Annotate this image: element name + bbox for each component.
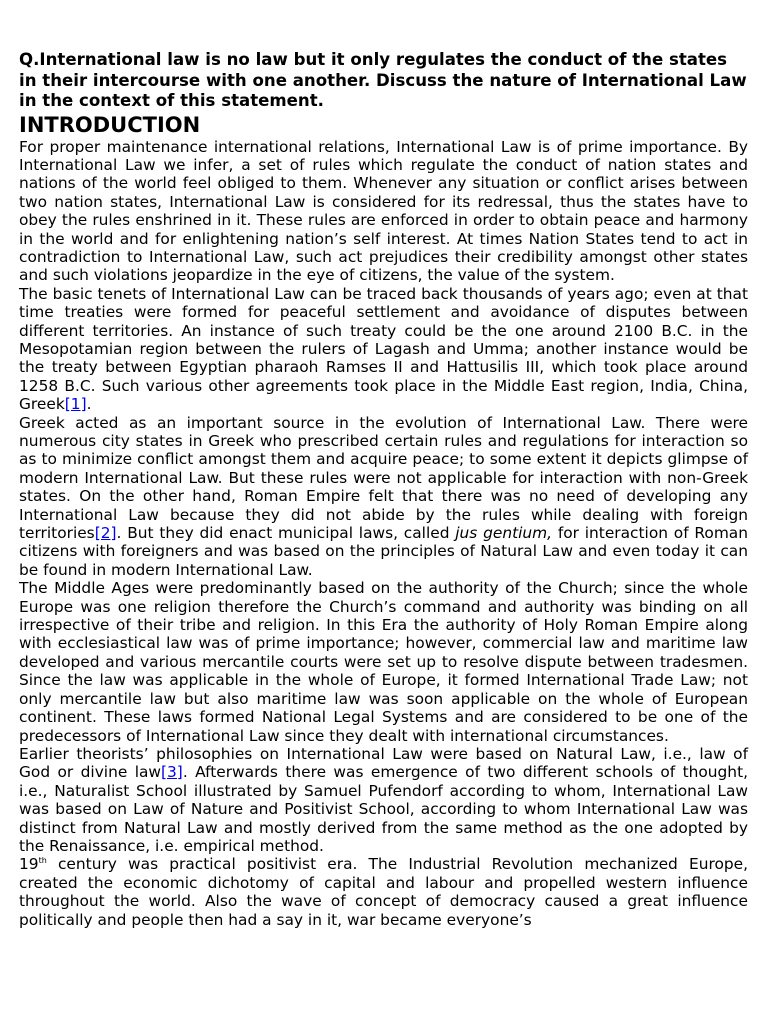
paragraph-3 <box>19 414 748 580</box>
document-page <box>19 50 748 929</box>
paragraph-5 <box>19 745 748 855</box>
paragraph-2-text: The basic tenets of International Law can be traced back thousands of years ago; even at that time treaties were formed for peaceful settlement and avoidance of disputes between different territories. An instance of such treaty could be the one around 2100 B.C. in the Mesopotamian region between the rulers of Lagash and Umma; another instance would be the treaty between Egyptian pharaoh Ramses II and Hattusilis III, which took place around 1258 B.C. Such various other agreements took place in the Middle East region, India, China, Greek <box>19 284 748 414</box>
paragraph-5-end: . Afterwards there was emergence of two different schools of thought, i.e., Naturalist School illustrated by Samuel Pufendorf according to whom, International Law was based on Law of Nature and Positivist School, according to whom International Law was distinct from Natural Law and mostly derived from the same method as the one adopted by the Renaissance, i.e. empirical method. <box>19 763 748 855</box>
paragraph-3-middle: . But they did enact municipal laws, called <box>116 524 456 543</box>
paragraph-3-text: Greek acted as an important source in the evolution of International Law. There were numerous city states in Greek who prescribed certain rules and regulations for interaction so as to minimize conflict amongst them and acquire peace; to some extent it depicts glimpse of modern International Law. But these rules were not applicable for interaction with non-Greek states. On the other hand, Roman Empire felt that there was no need of developing any International Law because they did not abide by the rules while dealing with foreign territories <box>19 413 748 543</box>
paragraph-6-text: century was practical positivist era. The Industrial Revolution mechanized Europe, created the economic dichotomy of capital and labour and propelled western influence throughout the world. Also the wave of concept of democracy caused a great influence politically and people then had a say in it, war became everyone’s <box>19 855 748 929</box>
question-text: Q.International law is no law but it only regulates the conduct of the states in their intercourse with one another. Discuss the nature of International Law in the context of this statement. <box>19 50 747 110</box>
paragraph-5-text: Earlier theorists’ philosophies on International Law were based on Natural Law, i.e., law of God or divine law <box>19 744 748 782</box>
paragraph-3-end: for interaction of Roman citizens with foreigners and was based on the principles of Natural Law and even today it can be found in modern International Law. <box>19 524 748 579</box>
century-suffix: th <box>38 856 47 866</box>
paragraph-4: The Middle Ages were predominantly based on the authority of the Church; since the whole Europe was one religion therefore the Church’s command and authority was binding on all irrespective of their tribe and religion. In this Era the authority of Holy Roman Empire along with ecclesiastical law was of prime importance; however, commercial law and maritime law developed and various mercantile courts were set up to resolve dispute between tradesmen. Since the law was applicable in the whole of Europe, it formed International Trade Law; not only mercantile law but also maritime law was soon applicable on the whole of European continent. These laws formed National Legal Systems and are considered to be one of the predecessors of International Law since they dealt with international circumstances. <box>19 579 748 745</box>
section-heading: INTRODUCTION <box>19 112 201 137</box>
paragraph-6 <box>19 855 748 929</box>
footnote-ref-2[interactable]: [2] <box>94 524 117 543</box>
footnote-ref-1[interactable]: [1] <box>64 395 87 414</box>
paragraph-2-end: . <box>86 395 92 414</box>
paragraph-2 <box>19 285 748 414</box>
footnote-ref-3[interactable]: [3] <box>161 763 183 782</box>
jus-gentium-term: jus gentium, <box>455 524 553 543</box>
paragraph-1: For proper maintenance international relations, International Law is of prime importance. By International Law we infer, a set of rules which regulate the conduct of nation states and nations of the world feel obliged to them. Whenever any situation or conflict arises between two nation states, International Law is considered for its redressal, thus the states have to obey the rules enshrined in it. These rules are enforced in order to obtain peace and harmony in the world and for enlightening nation’s self interest. At times Nation States tend to act in contradiction to International Law, such act prejudices their credibility amongst other states and such violations jeopardize in the eye of citizens, the value of the system. <box>19 137 748 285</box>
century-number: 19 <box>19 855 39 874</box>
